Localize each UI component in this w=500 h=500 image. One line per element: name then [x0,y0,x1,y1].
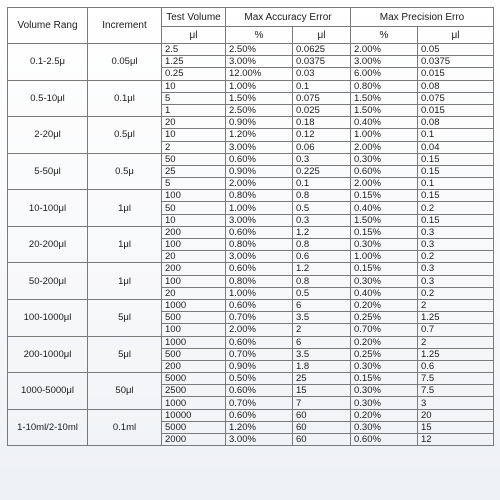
header-precision: Max Precision Erro [351,8,494,27]
test-volume-cell: 2.5 [162,44,226,56]
accuracy-ul-cell: 60 [293,434,351,446]
test-volume-cell: 500 [162,312,226,324]
increment-cell: 0.5μ [88,153,162,190]
accuracy-pct-cell: 0.60% [226,153,293,165]
accuracy-ul-cell: 0.025 [293,104,351,116]
accuracy-ul-cell: 0.18 [293,117,351,129]
accuracy-pct-cell: 0.80% [226,275,293,287]
accuracy-ul-cell: 6 [293,336,351,348]
precision-ul-cell: 0.08 [418,80,494,92]
precision-pct-cell: 0.15% [351,190,418,202]
header-unit-ul: μl [162,27,226,44]
increment-cell: 0.05μl [88,44,162,81]
test-volume-cell: 200 [162,263,226,275]
precision-ul-cell: 15 [418,421,494,433]
accuracy-pct-cell: 0.60% [226,226,293,238]
header-precision-ul: μl [418,27,494,44]
precision-pct-cell: 0.30% [351,397,418,409]
header-accuracy: Max Accuracy Error [226,8,351,27]
precision-ul-cell: 0.15 [418,190,494,202]
precision-ul-cell: 0.08 [418,117,494,129]
accuracy-pct-cell: 0.70% [226,397,293,409]
accuracy-pct-cell: 1.00% [226,202,293,214]
test-volume-cell: 1000 [162,299,226,311]
accuracy-ul-cell: 15 [293,385,351,397]
test-volume-cell: 1000 [162,336,226,348]
accuracy-pct-cell: 0.70% [226,312,293,324]
accuracy-ul-cell: 0.225 [293,165,351,177]
accuracy-pct-cell: 0.90% [226,117,293,129]
precision-ul-cell: 0.075 [418,92,494,104]
test-volume-cell: 25 [162,165,226,177]
test-volume-cell: 1.25 [162,56,226,68]
precision-pct-cell: 0.30% [351,421,418,433]
volume-range-cell: 50-200μl [8,263,88,300]
precision-pct-cell: 3.00% [351,56,418,68]
precision-pct-cell: 0.60% [351,165,418,177]
accuracy-ul-cell: 0.0625 [293,44,351,56]
increment-cell: 5μl [88,299,162,336]
test-volume-cell: 5000 [162,421,226,433]
accuracy-pct-cell: 2.50% [226,104,293,116]
header-accuracy-pct: % [226,27,293,44]
test-volume-cell: 50 [162,202,226,214]
test-volume-cell: 200 [162,360,226,372]
table-row [8,299,494,311]
accuracy-ul-cell: 0.3 [293,214,351,226]
precision-pct-cell: 0.15% [351,226,418,238]
precision-ul-cell: 2 [418,299,494,311]
accuracy-pct-cell: 0.70% [226,348,293,360]
precision-pct-cell: 1.50% [351,92,418,104]
accuracy-ul-cell: 7 [293,397,351,409]
precision-pct-cell: 0.60% [351,434,418,446]
precision-ul-cell: 0.1 [418,129,494,141]
precision-pct-cell: 0.40% [351,287,418,299]
precision-pct-cell: 1.50% [351,214,418,226]
accuracy-ul-cell: 0.1 [293,80,351,92]
test-volume-cell: 20 [162,287,226,299]
test-volume-cell: 50 [162,153,226,165]
table-row [8,226,494,238]
precision-pct-cell: 0.20% [351,409,418,421]
accuracy-ul-cell: 0.8 [293,190,351,202]
precision-ul-cell: 0.7 [418,324,494,336]
precision-ul-cell: 0.2 [418,202,494,214]
increment-cell: 1μl [88,190,162,227]
accuracy-pct-cell: 0.50% [226,373,293,385]
accuracy-pct-cell: 0.80% [226,190,293,202]
precision-ul-cell: 0.3 [418,239,494,251]
precision-pct-cell: 0.30% [351,239,418,251]
table-row [8,117,494,129]
test-volume-cell: 0.25 [162,68,226,80]
test-volume-cell: 200 [162,226,226,238]
precision-pct-cell: 0.20% [351,336,418,348]
pipette-spec-table [7,7,494,446]
precision-ul-cell: 0.3 [418,263,494,275]
accuracy-ul-cell: 60 [293,421,351,433]
accuracy-pct-cell: 2.50% [226,44,293,56]
accuracy-ul-cell: 6 [293,299,351,311]
precision-ul-cell: 0.015 [418,104,494,116]
volume-range-cell: 10-100μl [8,190,88,227]
precision-ul-cell: 0.1 [418,178,494,190]
accuracy-ul-cell: 25 [293,373,351,385]
precision-ul-cell: 7.5 [418,373,494,385]
accuracy-ul-cell: 0.5 [293,287,351,299]
accuracy-ul-cell: 0.8 [293,275,351,287]
precision-pct-cell: 0.15% [351,263,418,275]
accuracy-pct-cell: 3.00% [226,214,293,226]
precision-pct-cell: 0.30% [351,385,418,397]
precision-pct-cell: 2.00% [351,44,418,56]
precision-ul-cell: 0.15 [418,165,494,177]
volume-range-cell: 2-20μl [8,117,88,154]
precision-ul-cell: 0.015 [418,68,494,80]
volume-range-cell: 100-1000μl [8,299,88,336]
accuracy-ul-cell: 2 [293,324,351,336]
precision-ul-cell: 0.15 [418,214,494,226]
accuracy-ul-cell: 3.5 [293,348,351,360]
increment-cell: 1μl [88,226,162,263]
test-volume-cell: 5000 [162,373,226,385]
test-volume-cell: 2 [162,141,226,153]
header-test-volume: Test Volume [162,8,226,27]
precision-pct-cell: 1.00% [351,129,418,141]
header-precision-pct: % [351,27,418,44]
precision-pct-cell: 0.20% [351,299,418,311]
precision-ul-cell: 7.5 [418,385,494,397]
accuracy-pct-cell: 0.60% [226,299,293,311]
precision-pct-cell: 2.00% [351,178,418,190]
accuracy-pct-cell: 2.00% [226,324,293,336]
accuracy-ul-cell: 1.2 [293,226,351,238]
volume-range-cell: 200-1000μl [8,336,88,373]
volume-range-cell: 0.1-2.5μ [8,44,88,81]
increment-cell: 1μl [88,263,162,300]
table-body [8,44,494,446]
test-volume-cell: 10000 [162,409,226,421]
precision-pct-cell: 6.00% [351,68,418,80]
precision-ul-cell: 1.25 [418,312,494,324]
table-row [8,190,494,202]
accuracy-ul-cell: 60 [293,409,351,421]
accuracy-ul-cell: 1.2 [293,263,351,275]
precision-ul-cell: 0.0375 [418,56,494,68]
accuracy-pct-cell: 3.00% [226,141,293,153]
accuracy-pct-cell: 1.00% [226,287,293,299]
precision-ul-cell: 1.25 [418,348,494,360]
volume-range-cell: 20-200μl [8,226,88,263]
precision-pct-cell: 2.00% [351,141,418,153]
precision-pct-cell: 0.15% [351,373,418,385]
accuracy-ul-cell: 0.0375 [293,56,351,68]
precision-ul-cell: 0.05 [418,44,494,56]
increment-cell: 0.1ml [88,409,162,446]
precision-ul-cell: 12 [418,434,494,446]
increment-cell: 0.1μl [88,80,162,117]
precision-pct-cell: 1.00% [351,251,418,263]
accuracy-ul-cell: 0.5 [293,202,351,214]
test-volume-cell: 1 [162,104,226,116]
precision-pct-cell: 1.50% [351,104,418,116]
table-row [8,263,494,275]
table-row [8,153,494,165]
accuracy-pct-cell: 3.00% [226,434,293,446]
precision-ul-cell: 0.3 [418,226,494,238]
accuracy-ul-cell: 0.8 [293,239,351,251]
precision-ul-cell: 0.04 [418,141,494,153]
accuracy-pct-cell: 0.60% [226,263,293,275]
test-volume-cell: 10 [162,129,226,141]
accuracy-pct-cell: 0.60% [226,385,293,397]
test-volume-cell: 2500 [162,385,226,397]
precision-pct-cell: 0.80% [351,80,418,92]
precision-pct-cell: 0.25% [351,312,418,324]
accuracy-pct-cell: 3.00% [226,56,293,68]
accuracy-ul-cell: 3.5 [293,312,351,324]
increment-cell: 5μl [88,336,162,373]
accuracy-pct-cell: 1.00% [226,80,293,92]
precision-pct-cell: 0.40% [351,202,418,214]
precision-ul-cell: 2 [418,336,494,348]
accuracy-pct-cell: 12.00% [226,68,293,80]
precision-pct-cell: 0.30% [351,153,418,165]
precision-ul-cell: 0.3 [418,275,494,287]
header-increment: Increment [88,8,162,44]
volume-range-cell: 1-10ml/2-10ml [8,409,88,446]
precision-pct-cell: 0.30% [351,275,418,287]
precision-pct-cell: 0.70% [351,324,418,336]
header-row-1 [8,8,494,27]
accuracy-pct-cell: 0.90% [226,165,293,177]
increment-cell: 0.5μl [88,117,162,154]
test-volume-cell: 500 [162,348,226,360]
table-row [8,44,494,56]
increment-cell: 50μl [88,373,162,410]
test-volume-cell: 10 [162,214,226,226]
accuracy-ul-cell: 0.1 [293,178,351,190]
accuracy-pct-cell: 0.60% [226,409,293,421]
volume-range-cell: 0.5-10μl [8,80,88,117]
accuracy-ul-cell: 0.03 [293,68,351,80]
accuracy-ul-cell: 1.8 [293,360,351,372]
table-row [8,80,494,92]
volume-range-cell: 1000-5000μl [8,373,88,410]
accuracy-pct-cell: 2.00% [226,178,293,190]
precision-ul-cell: 20 [418,409,494,421]
precision-ul-cell: 0.15 [418,153,494,165]
accuracy-pct-cell: 0.60% [226,336,293,348]
header-accuracy-ul: μl [293,27,351,44]
test-volume-cell: 20 [162,117,226,129]
test-volume-cell: 100 [162,275,226,287]
precision-ul-cell: 0.2 [418,251,494,263]
test-volume-cell: 100 [162,239,226,251]
accuracy-pct-cell: 0.90% [226,360,293,372]
test-volume-cell: 100 [162,190,226,202]
accuracy-pct-cell: 1.50% [226,92,293,104]
accuracy-pct-cell: 1.20% [226,421,293,433]
precision-ul-cell: 3 [418,397,494,409]
precision-pct-cell: 0.25% [351,348,418,360]
volume-range-cell: 5-50μl [8,153,88,190]
precision-pct-cell: 0.30% [351,360,418,372]
accuracy-ul-cell: 0.06 [293,141,351,153]
table-row [8,373,494,385]
test-volume-cell: 10 [162,80,226,92]
test-volume-cell: 100 [162,324,226,336]
header-volume-range: Volume Rang [8,8,88,44]
table-row [8,336,494,348]
test-volume-cell: 5 [162,178,226,190]
accuracy-ul-cell: 0.075 [293,92,351,104]
precision-ul-cell: 0.2 [418,287,494,299]
accuracy-pct-cell: 0.80% [226,239,293,251]
accuracy-ul-cell: 0.12 [293,129,351,141]
test-volume-cell: 5 [162,92,226,104]
precision-ul-cell: 0.6 [418,360,494,372]
test-volume-cell: 20 [162,251,226,263]
accuracy-ul-cell: 0.3 [293,153,351,165]
test-volume-cell: 2000 [162,434,226,446]
test-volume-cell: 1000 [162,397,226,409]
table-row [8,409,494,421]
accuracy-pct-cell: 3.00% [226,251,293,263]
accuracy-ul-cell: 0.6 [293,251,351,263]
accuracy-pct-cell: 1.20% [226,129,293,141]
precision-pct-cell: 0.40% [351,117,418,129]
